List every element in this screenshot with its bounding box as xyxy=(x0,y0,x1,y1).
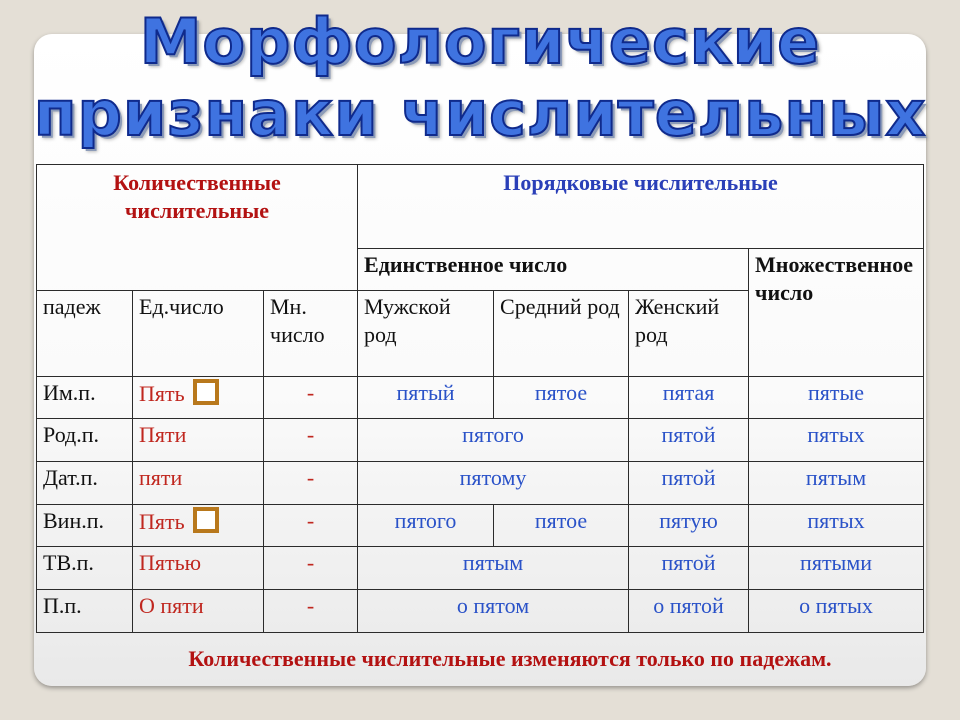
title-line-1: Морфологические xyxy=(139,5,821,78)
cell-case: Род.п. xyxy=(37,419,133,462)
cell-fem: пятой xyxy=(629,419,749,462)
table-row xyxy=(37,377,924,419)
cell-fem: пятой xyxy=(629,462,749,505)
header-singular: Единственное число xyxy=(358,249,749,291)
header-case: падеж xyxy=(37,291,133,377)
header-fem: Женский род xyxy=(629,291,749,377)
table-row xyxy=(37,505,924,547)
cell-masc: пятый xyxy=(358,377,494,419)
cell-fem: о пятой xyxy=(629,590,749,633)
numerals-table xyxy=(36,164,924,633)
cell-sg: О пяти xyxy=(133,590,264,633)
header-masc: Мужской род xyxy=(358,291,494,377)
table-row xyxy=(37,547,924,590)
cell-plural: пятых xyxy=(749,505,924,547)
cell-case: ТВ.п. xyxy=(37,547,133,590)
header-ordinal: Порядковые числительные xyxy=(358,165,924,249)
header-neut: Средний род xyxy=(494,291,629,377)
cell-sg: пяти xyxy=(133,462,264,505)
cell-neut: пятое xyxy=(494,377,629,419)
cell-pl: - xyxy=(264,462,358,505)
cell-fem: пятую xyxy=(629,505,749,547)
cell-sg: Пять xyxy=(133,505,264,547)
cell-case: Им.п. xyxy=(37,377,133,419)
cell-masc: пятого xyxy=(358,505,494,547)
cell-sg: Пяти xyxy=(133,419,264,462)
table-row xyxy=(37,590,924,633)
cell-neut: пятое xyxy=(494,505,629,547)
cell-fem: пятой xyxy=(629,547,749,590)
cell-masc-neut: пятого xyxy=(358,419,629,462)
cell-masc-neut: пятым xyxy=(358,547,629,590)
cell-pl: - xyxy=(264,419,358,462)
table-row xyxy=(37,419,924,462)
cell-plural: пятым xyxy=(749,462,924,505)
cell-plural: пятых xyxy=(749,419,924,462)
cell-sg: Пятью xyxy=(133,547,264,590)
header-sg: Ед.число xyxy=(133,291,264,377)
table-row xyxy=(37,462,924,505)
cell-case: Дат.п. xyxy=(37,462,133,505)
header-plural: Множественное число xyxy=(749,249,924,377)
cell-sg: Пять xyxy=(133,377,264,419)
cell-pl: - xyxy=(264,505,358,547)
cell-fem: пятая xyxy=(629,377,749,419)
square-box-icon xyxy=(193,507,219,533)
header-pl: Мн. число xyxy=(264,291,358,377)
cell-pl: - xyxy=(264,590,358,633)
title-line-2: признаки числительных xyxy=(33,77,927,150)
cell-plural: о пятых xyxy=(749,590,924,633)
cell-case: Вин.п. xyxy=(37,505,133,547)
cell-plural: пятыми xyxy=(749,547,924,590)
cell-masc-neut: о пятом xyxy=(358,590,629,633)
header-quantitative: Количественные числительные xyxy=(37,165,358,291)
cell-case: П.п. xyxy=(37,590,133,633)
cell-pl: - xyxy=(264,547,358,590)
cell-masc-neut: пятому xyxy=(358,462,629,505)
square-box-icon xyxy=(193,379,219,405)
cell-plural: пятые xyxy=(749,377,924,419)
cell-pl: - xyxy=(264,377,358,419)
footer-note: Количественные числительные изменяются только по падежам. xyxy=(188,646,832,671)
